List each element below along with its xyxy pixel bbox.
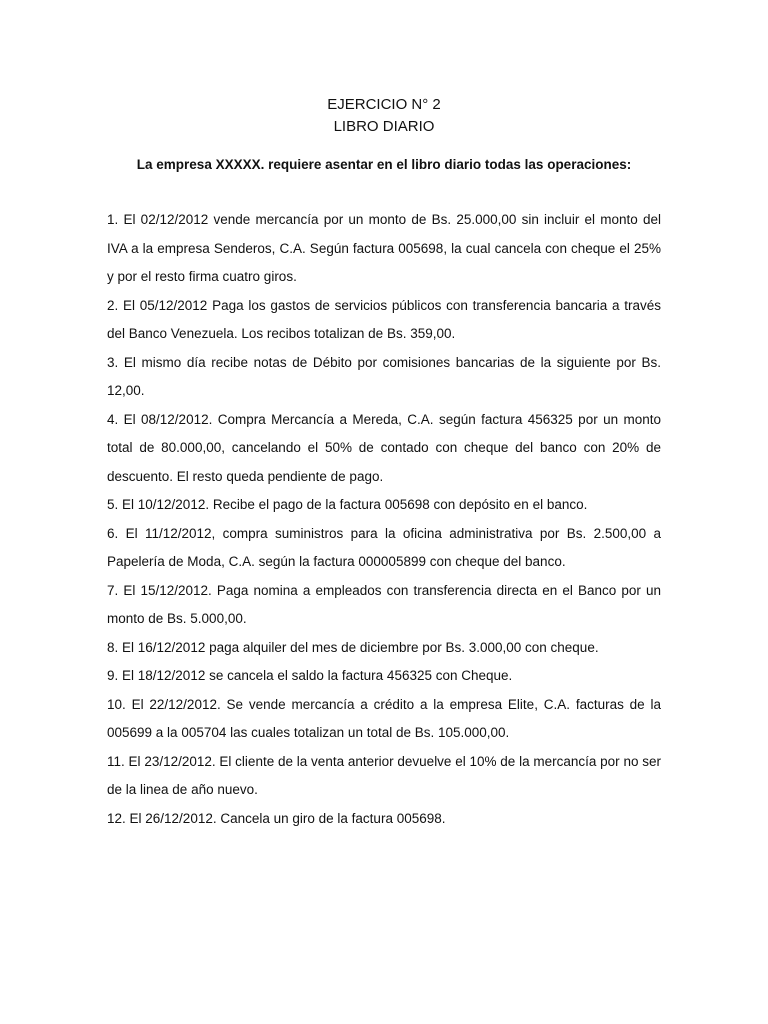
intro-text: La empresa XXXXX. requiere asentar en el libro diario todas las operaciones: [136,157,632,172]
operation-item: 9. El 18/12/2012 se cancela el saldo la factura 456325 con Cheque. [107,668,513,683]
operation-item: 5. El 10/12/2012. Recibe el pago de la factura 005698 con depósito en el banco. [107,497,588,512]
operation-item: 11. El 23/12/2012. El cliente de la venta anterior devuelve el 10% de la mercancía por no ser de la linea de año nuevo. [107,753,661,797]
operation-item: 3. El mismo día recibe notas de Débito por comisiones bancarias de la siguiente por Bs. 12,00. [107,354,661,398]
operation-item: 7. El 15/12/2012. Paga nomina a empleados con transferencia directa en el Banco por un monto de Bs. 5.000,00. [107,582,661,626]
operation-item: 1. El 02/12/2012 vende mercancía por un monto de Bs. 25.000,00 sin incluir el monto del IVA a la empresa Senderos, C.A. Según factura 005698, la cual cancela con cheque el 25% y por el resto firma cuatro giros. [107,212,661,284]
operations-list [107,206,661,833]
operation-item: 4. El 08/12/2012. Compra Mercancía a Mereda, C.A. según factura 456325 por un monto total de 80.000,00, cancelando el 50% de contado con cheque del banco con 20% de descuento. El resto queda pendiente de pago. [107,411,661,484]
operation-item: 6. El 11/12/2012, compra suministros para la oficina administrativa por Bs. 2.500,00 a Papelería de Moda, C.A. según la factura 000005899 con cheque del banco. [107,525,661,569]
operation-item: 10. El 22/12/2012. Se vende mercancía a crédito a la empresa Elite, C.A. facturas de la 005699 a la 005704 las cuales totalizan un total de Bs. 105.000,00. [107,696,661,740]
operation-item: 12. El 26/12/2012. Cancela un giro de la factura 005698. [107,810,446,826]
title-block [0,94,768,138]
operation-item: 2. El 05/12/2012 Paga los gastos de servicios públicos con transferencia bancaria a través del Banco Venezuela. Los recibos totalizan de Bs. 359,00. [107,297,661,341]
document-subtitle: LIBRO DIARIO [333,118,435,135]
operation-item: 8. El 16/12/2012 paga alquiler del mes de diciembre por Bs. 3.000,00 con cheque. [107,639,599,655]
document-title: EJERCICIO N° 2 [327,96,441,113]
